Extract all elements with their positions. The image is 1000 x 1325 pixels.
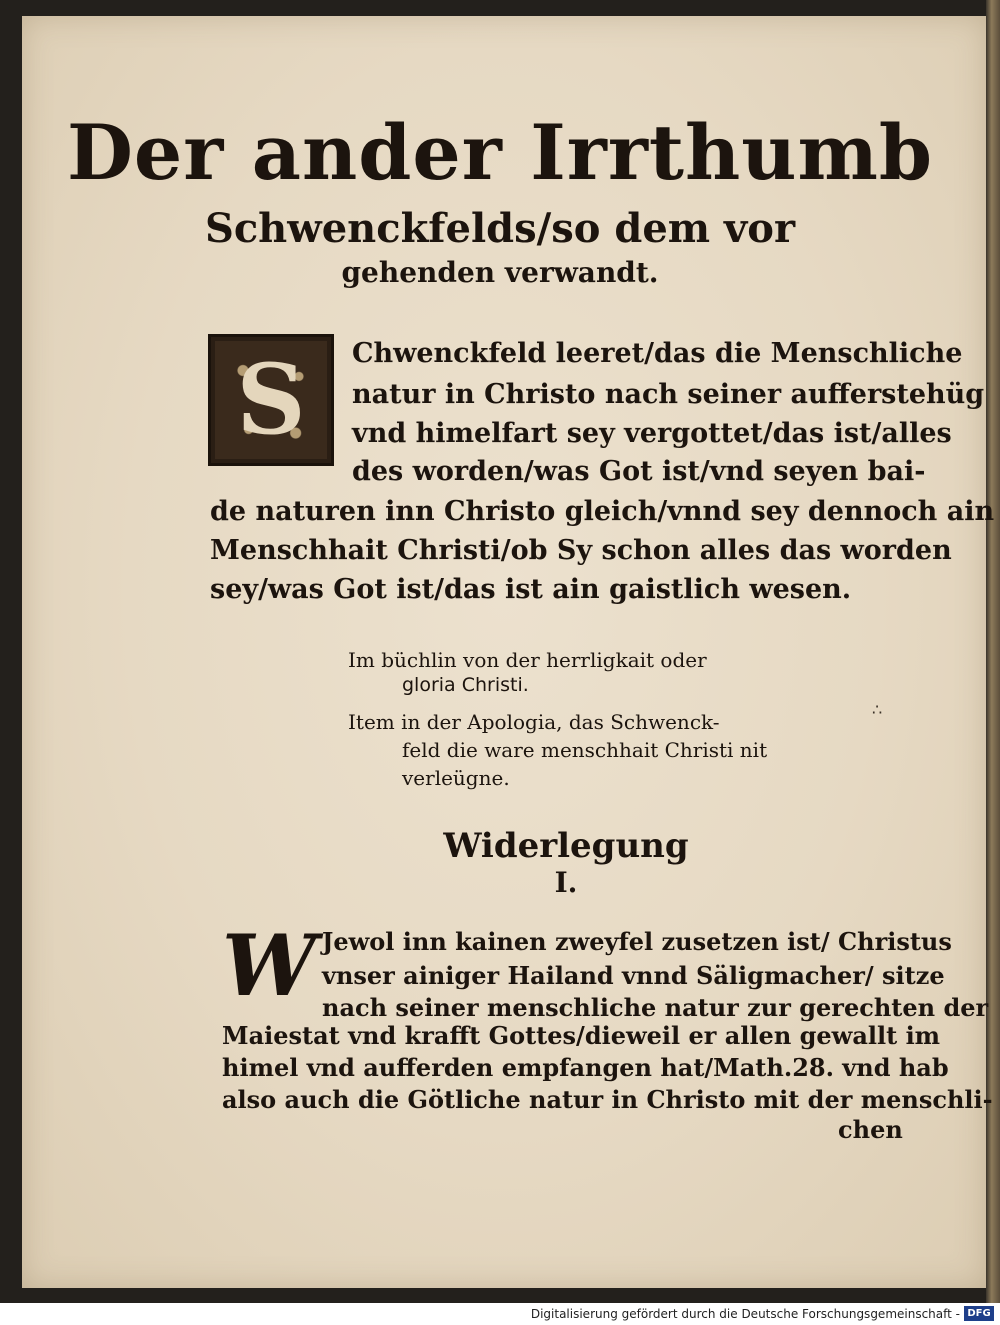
dfg-logo: DFG [964,1306,994,1321]
ornamental-initial-letter: S [215,341,327,459]
calligraphic-initial: W [222,916,317,1015]
paragraph1-line: vnd himelfart sey vergottet/das ist/alles [352,418,952,449]
paragraph1-line: sey/was Got ist/das ist ain gaistlich wesen. [210,574,852,605]
reference-note: Im büchlin von der herrligkait oder [348,648,707,672]
paragraph1-line: Chwenckfeld leeret/das die Menschliche [352,338,963,369]
paragraph2-line: himel vnd aufferden empfangen hat/Math.28. vnd hab [222,1053,949,1082]
ink-speck: ∴ [872,700,883,719]
funding-text: Digitalisierung gefördert durch die Deutsche Forschungsgemeinschaft - [530,1307,960,1321]
paragraph1-line: de naturen inn Christo gleich/vnnd sey dennoch ain [210,496,995,527]
reference-note: Item in der Apologia, das Schwenck- [348,710,720,734]
section-title: Widerlegung [443,826,689,866]
reference-note: gloria Christi. [402,674,529,696]
paragraph2-line: Jewol inn kainen zweyfel zusetzen ist/ Christus [322,927,952,956]
page-title: Der ander Irrthumb [66,108,934,197]
funding-footer [0,1303,1000,1325]
catchword: chen [838,1115,903,1144]
ornamental-initial [208,334,334,466]
page-subtitle-2: gehenden verwandt. [341,256,659,289]
reference-note: verleügne. [402,766,510,790]
paragraph1-line: Menschhait Christi/ob Sy schon alles das worden [210,535,952,566]
page-subtitle: Schwenckfelds/so dem vor [204,205,796,252]
paragraph2-line: nach seiner menschliche natur zur gerechten der [322,993,989,1022]
paragraph2-line: Maiestat vnd krafft Gottes/dieweil er allen gewallt im [222,1021,941,1050]
section-number: I. [554,866,578,899]
paragraph1-line: des worden/was Got ist/vnd seyen bai- [352,456,926,487]
paragraph1-line: natur in Christo nach seiner aufferstehüg [352,379,985,410]
paragraph2-line: also auch die Götliche natur in Christo mit der menschli- [222,1085,993,1114]
reference-note: feld die ware menschhait Christi nit [402,738,768,762]
paragraph2-line: vnser ainiger Hailand vnnd Säligmacher/ sitze [322,961,945,990]
